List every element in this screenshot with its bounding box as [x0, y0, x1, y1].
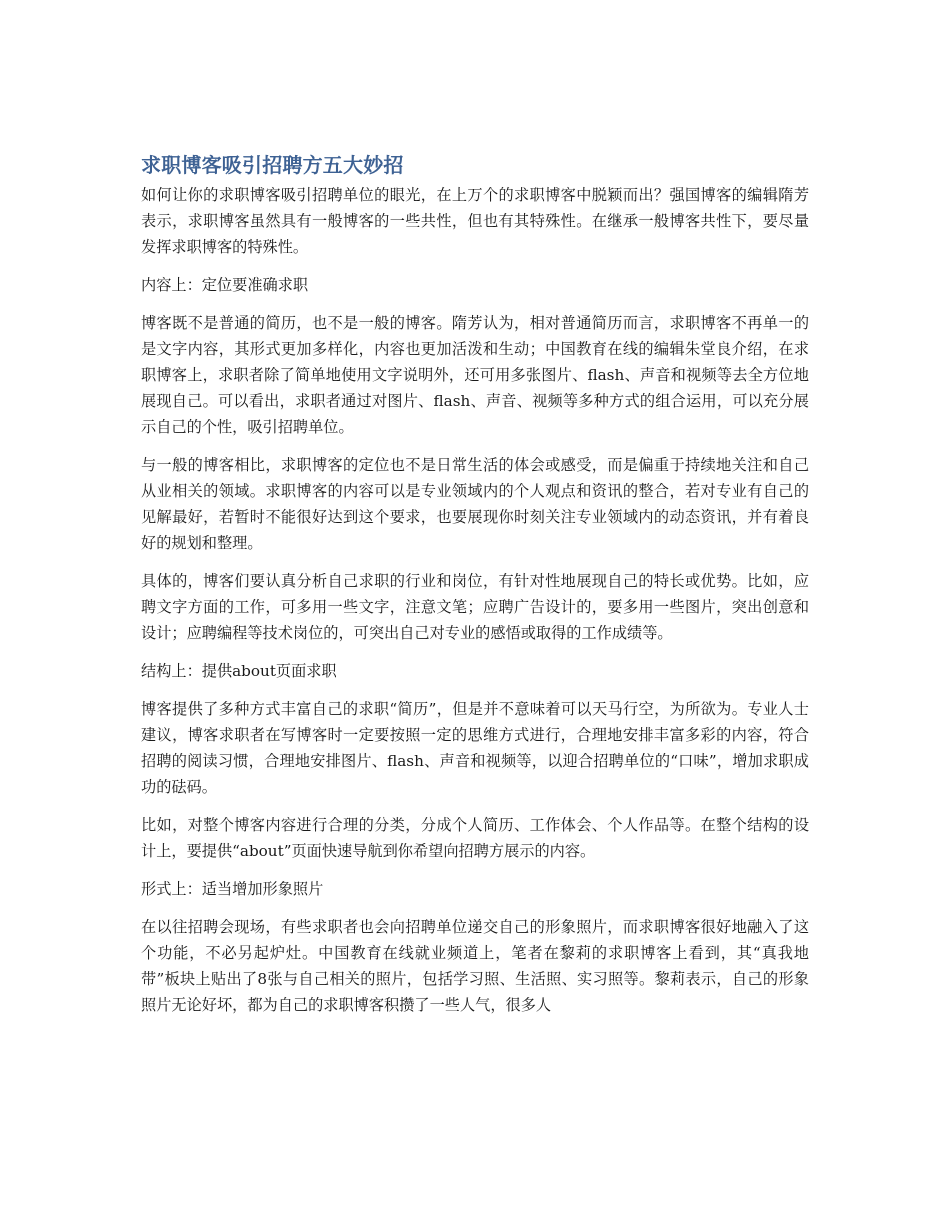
- paragraph: 与一般的博客相比，求职博客的定位也不是日常生活的体会或感受，而是偏重于持续地关注和自己从业相关的领域。求职博客的内容可以是专业领域内的个人观点和资讯的整合，若对专业有自己的见解最好，若暂时不能很好达到这个要求，也要展现你时刻关注专业领域内的动态资讯，并有着良好的规划和整理。: [141, 456, 809, 552]
- paragraph: 博客提供了多种方式丰富自己的求职“简历”，但是并不意味着可以天马行空，为所欲为。专业人士建议，博客求职者在写博客时一定要按照一定的思维方式进行，合理地安排丰富多彩的内容，符合招聘的阅读习惯，合理地安排图片、flash、声音和视频等，以迎合招聘单位的“口味”，增加求职成功的砝码。: [141, 700, 809, 796]
- paragraph-intro: 如何让你的求职博客吸引招聘单位的眼光，在上万个的求职博客中脱颖而出？强国博客的编辑隋芳表示，求职博客虽然具有一般博客的一些共性，但也有其特殊性。在继承一般博客共性下，要尽量发挥求职博客的特殊性。: [141, 186, 809, 256]
- section-heading-content: 内容上：定位要准确求职: [141, 276, 309, 294]
- paragraph: 在以往招聘会现场，有些求职者也会向招聘单位递交自己的形象照片，而求职博客很好地融入了这个功能，不必另起炉灶。中国教育在线就业频道上，笔者在黎莉的求职博客上看到，其“真我地带”板块上贴出了8张与自己相关的照片，包括学习照、生活照、实习照等。黎莉表示，自己的形象照片无论好坏，都为自己的求职博客积攒了一些人气，很多人: [141, 918, 809, 1014]
- document-page: [141, 150, 809, 1030]
- article-title: 求职博客吸引招聘方五大妙招: [141, 153, 404, 177]
- section-heading-structure: 结构上：提供about页面求职: [141, 662, 337, 680]
- paragraph: 博客既不是普通的简历，也不是一般的博客。隋芳认为，相对普通简历而言，求职博客不再单一的是文字内容，其形式更加多样化，内容也更加活泼和生动；中国教育在线的编辑朱堂良介绍，在求职博客上，求职者除了简单地使用文字说明外，还可用多张图片、flash、声音和视频等去全方位地展现自己。可以看出，求职者通过对图片、flash、声音、视频等多种方式的组合运用，可以充分展示自己的个性，吸引招聘单位。: [141, 314, 809, 436]
- paragraph: 具体的，博客们要认真分析自己求职的行业和岗位，有针对性地展现自己的特长或优势。比如，应聘文字方面的工作，可多用一些文字，注意文笔；应聘广告设计的，要多用一些图片，突出创意和设计；应聘编程等技术岗位的，可突出自己对专业的感悟或取得的工作成绩等。: [141, 572, 809, 642]
- section-heading-form: 形式上：适当增加形象照片: [141, 880, 324, 898]
- paragraph: 比如，对整个博客内容进行合理的分类，分成个人简历、工作体会、个人作品等。在整个结构的设计上，要提供“about”页面快速导航到你希望向招聘方展示的内容。: [141, 816, 809, 860]
